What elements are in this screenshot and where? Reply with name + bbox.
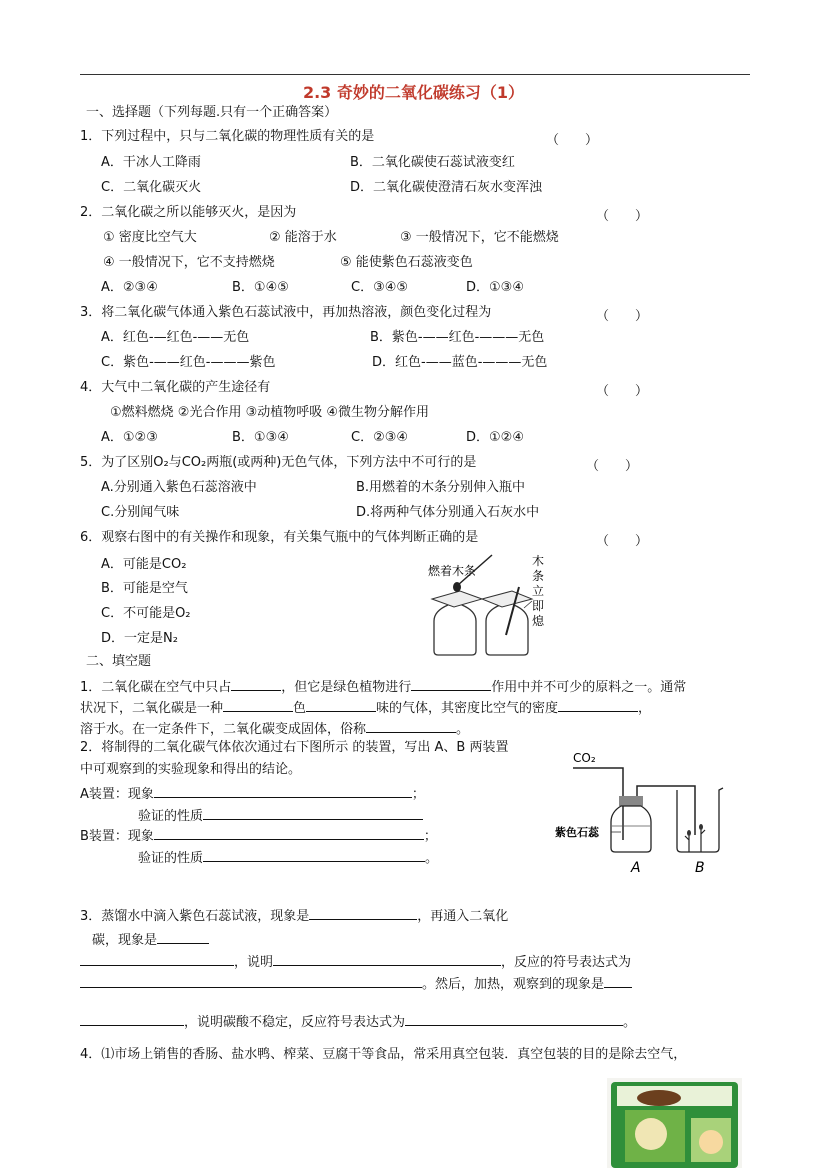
fill-line xyxy=(80,677,686,696)
vertical-label-char: 木 xyxy=(532,554,545,568)
section-heading: 二、填空题 xyxy=(86,654,152,669)
blank-field[interactable] xyxy=(154,826,424,840)
page-title: 2.3 奇妙的二氧化碳练习（1） xyxy=(302,83,525,102)
text: 3．蒸馏水中滴入紫色石蕊试液，现象是 xyxy=(80,909,310,924)
section-heading: 一、选择题（下列每题.只有一个正确答案） xyxy=(86,105,338,120)
blank-field[interactable] xyxy=(309,906,417,920)
text: 1．二氧化碳在空气中只占 xyxy=(80,680,232,695)
statement: ⑤ 能使紫色石蕊液变色 xyxy=(340,255,473,270)
apparatus-figure xyxy=(555,740,755,880)
fill-line xyxy=(80,698,651,717)
fill-line: 2．将制得的二氧化碳气体依次通过右下图所示 的装置，写出 A、B 两装置 xyxy=(80,740,509,755)
blank-field[interactable] xyxy=(604,974,632,988)
option: B．①③④ xyxy=(232,430,289,445)
label-b: B xyxy=(695,860,705,876)
text: ； xyxy=(411,787,425,802)
vacuum-package-photo xyxy=(607,1078,742,1168)
text: ，说明 xyxy=(234,955,274,970)
text: ，但它是绿色植物进行 xyxy=(281,680,412,695)
option: C．不可能是O₂ xyxy=(101,606,191,621)
option: A.分别通入紫色石蕊溶液中 xyxy=(101,480,257,495)
fill-line xyxy=(80,974,632,993)
co2-label: CO₂ xyxy=(573,751,596,765)
question-stem: 5．为了区别O₂与CO₂两瓶(或两种)无色气体，下列方法中不可行的是 xyxy=(80,455,477,470)
litmus-label: 紫色石蕊 xyxy=(555,826,599,839)
blank-field[interactable] xyxy=(405,1012,623,1026)
blank-field[interactable] xyxy=(80,974,422,988)
figure-label-right xyxy=(532,553,545,628)
option: A．可能是CO₂ xyxy=(101,557,187,572)
blank-field[interactable] xyxy=(154,784,412,798)
glass-plate-right xyxy=(482,591,532,607)
text: 。 xyxy=(623,1015,637,1030)
fill-line xyxy=(80,952,631,971)
question-stem: 6．观察右图中的有关操作和现象，有关集气瓶中的气体判断正确的是 xyxy=(80,530,479,545)
blank-field[interactable] xyxy=(203,848,425,862)
fill-line xyxy=(80,1012,636,1031)
blank-field[interactable] xyxy=(273,952,501,966)
fill-line xyxy=(80,719,469,738)
fill-line xyxy=(80,906,508,925)
vertical-label-char: 熄 xyxy=(532,614,545,628)
option: D．二氧化碳使澄清石灰水变浑浊 xyxy=(350,180,543,195)
option: C．二氧化碳灭火 xyxy=(101,180,202,195)
statement: ④ 一般情况下，它不支持燃烧 xyxy=(103,255,275,270)
text: ，再通入二氧化 xyxy=(417,909,509,924)
fill-line xyxy=(92,930,209,949)
text: 。然后，加热，观察到的现象是 xyxy=(422,977,605,992)
blank-field[interactable] xyxy=(366,719,456,733)
option: C．②③④ xyxy=(351,430,409,445)
option: B.用燃着的木条分别伸入瓶中 xyxy=(356,480,526,495)
stopper xyxy=(619,796,643,806)
text: ； xyxy=(423,829,437,844)
question-stem: 1．下列过程中，只与二氧化碳的物理性质有关的是 xyxy=(80,129,375,144)
vertical-label-char: 立 xyxy=(532,584,545,598)
blank-field[interactable] xyxy=(558,698,638,712)
statement: ③ 一般情况下，它不能燃烧 xyxy=(400,230,559,245)
text: ， xyxy=(638,701,652,716)
blank-field[interactable] xyxy=(231,677,281,691)
bottle-a xyxy=(611,806,651,852)
option: B．紫色-——红色-———无色 xyxy=(370,330,545,345)
product-icon xyxy=(699,1130,723,1154)
text: ，反应的符号表达式为 xyxy=(501,955,632,970)
option: C．③④⑤ xyxy=(351,280,409,295)
answer-bracket: （ ） xyxy=(596,384,649,399)
statement: ② 能溶于水 xyxy=(269,230,337,245)
text: 状况下，二氧化碳是一种 xyxy=(80,701,224,716)
blank-field[interactable] xyxy=(203,806,423,820)
flame-icon xyxy=(453,582,461,592)
option: D．①③④ xyxy=(466,280,524,295)
answer-bracket: （ ） xyxy=(586,459,639,474)
option: A．②③④ xyxy=(101,280,158,295)
question-stem: 4．大气中二氧化碳的产生途径有 xyxy=(80,380,271,395)
fill-line xyxy=(80,826,437,845)
blank-field[interactable] xyxy=(80,952,234,966)
option: D．红色-——蓝色-———无色 xyxy=(372,355,548,370)
option: D．一定是N₂ xyxy=(101,631,178,646)
text: 验证的性质 xyxy=(138,851,204,866)
fill-line: 中可观察到的实验现象和得出的结论。 xyxy=(80,762,302,777)
option: C.分别闻气味 xyxy=(101,505,180,520)
text: 。 xyxy=(425,851,439,866)
tofu-icon xyxy=(635,1118,667,1150)
brand-logo xyxy=(637,1090,681,1106)
blank-field[interactable] xyxy=(223,698,293,712)
beaker-b xyxy=(677,788,723,852)
option: C．紫色-——红色-———紫色 xyxy=(101,355,276,370)
vertical-label-char: 条 xyxy=(532,569,545,583)
blank-field[interactable] xyxy=(80,1012,184,1026)
answer-bracket: （ ） xyxy=(596,309,649,324)
vertical-label-char: 即 xyxy=(532,599,545,613)
text: A装置：现象 xyxy=(80,787,154,802)
flame-icon xyxy=(699,824,703,830)
top-rule xyxy=(80,74,750,75)
option: B．①④⑤ xyxy=(232,280,289,295)
fill-line: 4．⑴市场上销售的香肠、盐水鸭、榨菜、豆腐干等食品，常采用真空包装．真空包装的目的是除去空气， xyxy=(80,1047,687,1062)
text: 溶于水。在一定条件下，二氧化碳变成固体，俗称 xyxy=(80,722,367,737)
outlet-tube xyxy=(637,786,695,835)
option: A．①②③ xyxy=(101,430,158,445)
option: B．二氧化碳使石蕊试液变红 xyxy=(350,155,515,170)
label-pointer xyxy=(524,601,532,608)
figure-label-left: 燃着木条 xyxy=(428,564,477,578)
text: 作用中并不可少的原料之一。通常 xyxy=(491,680,687,695)
question-stem: 3．将二氧化碳气体通入紫色石蕊试液中，再加热溶液，颜色变化过程为 xyxy=(80,305,492,320)
glass-plate-left xyxy=(432,591,482,607)
text: 。 xyxy=(456,722,470,737)
fill-line xyxy=(138,806,423,825)
option: D.将两种气体分别通入石灰水中 xyxy=(356,505,540,520)
option: B．可能是空气 xyxy=(101,581,188,596)
flame-icon xyxy=(687,830,691,836)
blank-field[interactable] xyxy=(157,930,209,944)
statement: ①燃料燃烧 ②光合作用 ③动植物呼吸 ④微生物分解作用 xyxy=(110,405,430,420)
text: 味的气体，其密度比空气的密度 xyxy=(376,701,559,716)
answer-bracket: （ ） xyxy=(596,209,649,224)
label-a: A xyxy=(631,860,641,876)
option: A．干冰人工降雨 xyxy=(101,155,201,170)
fill-line xyxy=(80,784,425,803)
gas-bottle-figure xyxy=(420,553,560,658)
option: D．①②④ xyxy=(466,430,524,445)
answer-bracket: （ ） xyxy=(596,534,649,549)
blank-field[interactable] xyxy=(411,677,491,691)
option: A．红色-—红色-——无色 xyxy=(101,330,250,345)
gas-bottle-left xyxy=(434,601,476,655)
blank-field[interactable] xyxy=(306,698,376,712)
fill-line xyxy=(138,848,438,867)
text: 碳，现象是 xyxy=(92,933,158,948)
text: B装置：现象 xyxy=(80,829,154,844)
statement: ① 密度比空气大 xyxy=(103,230,197,245)
answer-bracket: （ ） xyxy=(546,133,599,148)
text: 验证的性质 xyxy=(138,809,204,824)
text: 色 xyxy=(293,701,307,716)
text: ，说明碳酸不稳定，反应符号表达式为 xyxy=(184,1015,406,1030)
question-stem: 2．二氧化碳之所以能够灭火，是因为 xyxy=(80,205,297,220)
